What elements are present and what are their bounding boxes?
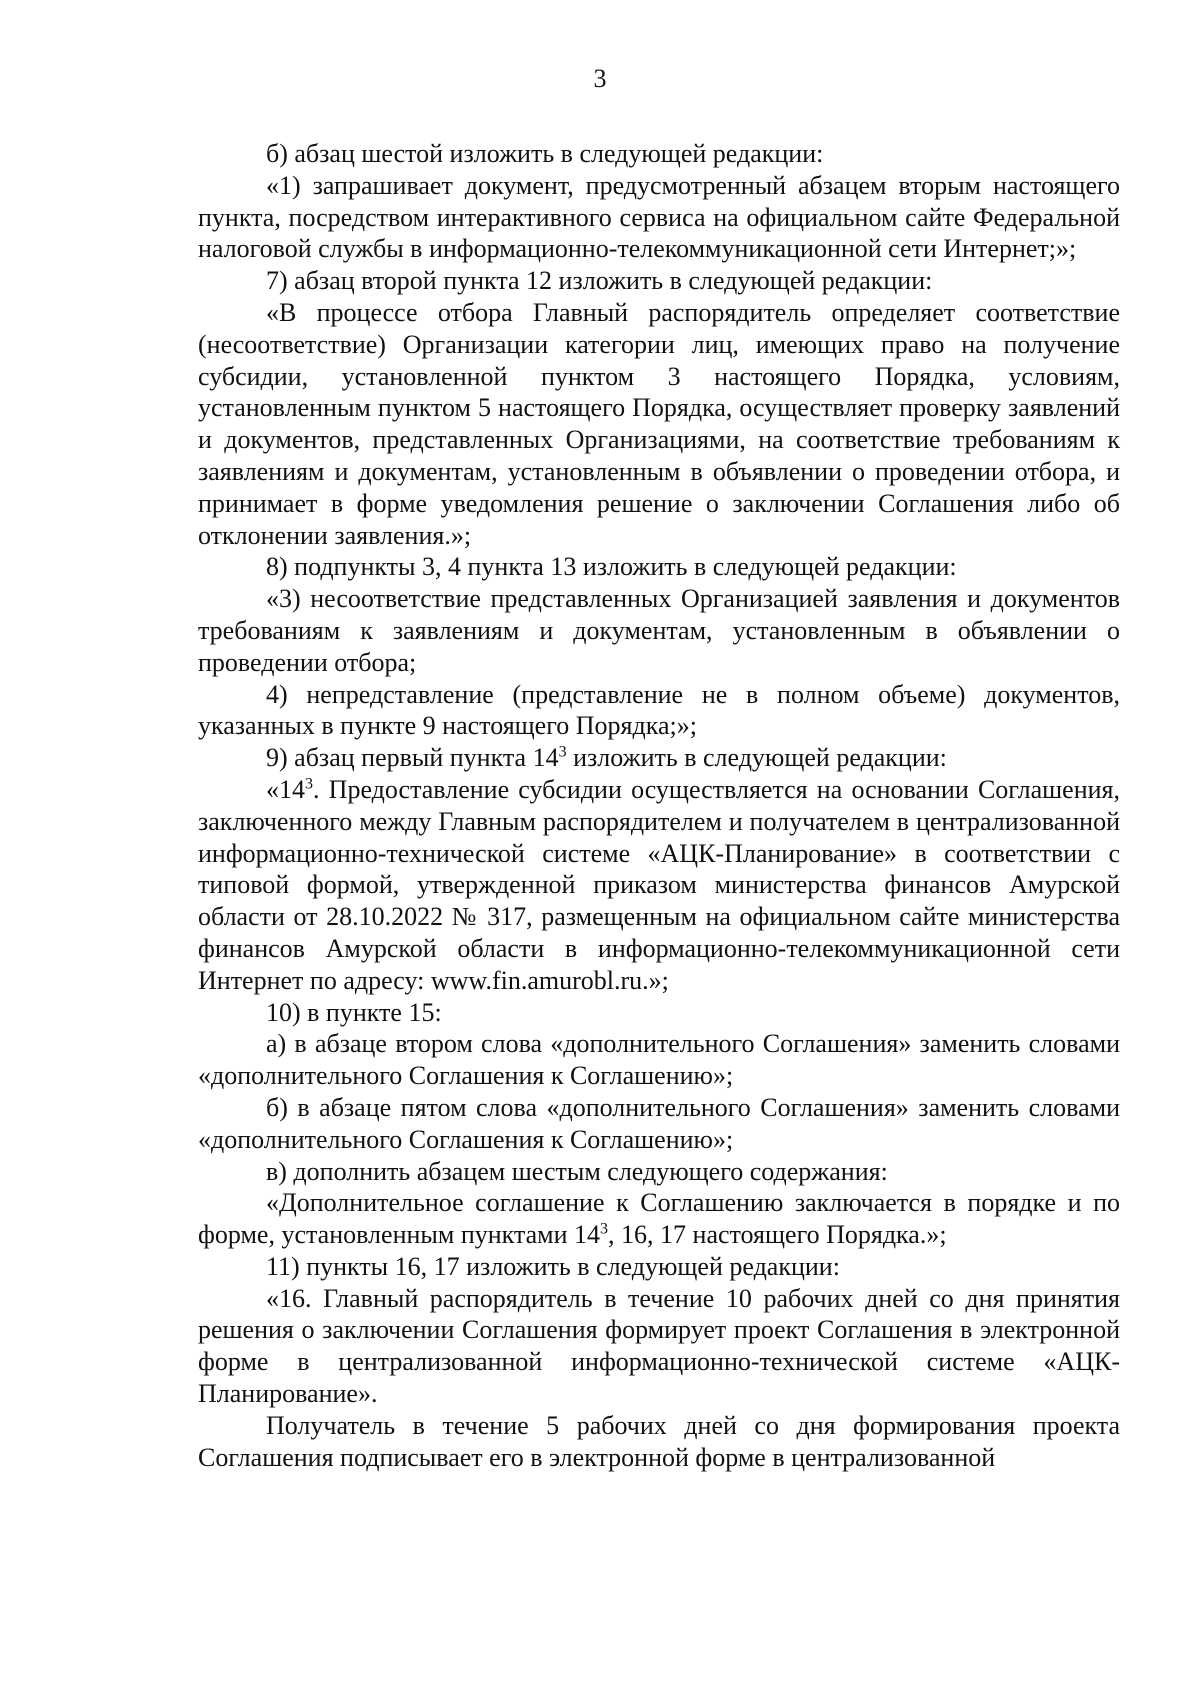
superscript: 3 (305, 775, 313, 793)
document-body (198, 138, 1120, 1473)
paragraph-text: «Дополнительное соглашение к Соглашению заключается в порядке и по форме, установленным пунктами 14 (198, 1188, 1120, 1250)
paragraph: «В процессе отбора Главный распорядитель определяет соответствие (несоответствие) Организации категории лиц, имеющих право на получение субсидии, установленной пунктом 3 настоящего Порядка, условиям, установленным пунктом 5 настоящего Порядка, осуществляет проверку заявлений и документов, представленных Организациями, на соответствие требованиям к заявлениям и документам, установленным в объявлении о проведении отбора, и принимает в форме уведомления решение о заключении Соглашения либо об отклонении заявления.»; (198, 297, 1120, 550)
paragraph: 7) абзац второй пункта 12 изложить в следующей редакции: (266, 266, 933, 296)
paragraph: 4) непредставление (представление не в полном объеме) документов, указанных в пункте 9 настоящего Порядка;»; (198, 679, 1120, 741)
paragraph-text: . Предоставление субсидии осуществляется на основании Соглашения, заключенного между Главным распорядителем и получателем в централизованной информационно-технической системе «АЦК-Планирование» в соответствии с типовой формой, утвержденной приказом министерства финансов Амурской области от 28.10.2022 № 317, размещенным на официальном сайте министерства финансов Амурской области в информационно-телекоммуникационной сети Интернет по адресу: www.fin.amurobl.ru.»; (198, 774, 1120, 995)
paragraph: «16. Главный распорядитель в течение 10 рабочих дней со дня принятия решения о заключении Соглашения формирует проект Соглашения в электронной форме в централизованной информационно-технической системе «АЦК-Планирование». (198, 1283, 1120, 1409)
paragraph (198, 742, 1120, 774)
paragraph: в) дополнить абзацем шестым следующего содержания: (266, 1156, 888, 1186)
paragraph-text: , 16, 17 настоящего Порядка.»; (608, 1220, 947, 1250)
paragraph: «1) запрашивает документ, предусмотренный абзацем вторым настоящего пункта, посредством интерактивного сервиса на официальном сайте Федеральной налоговой службы в информационно-телекоммуникационной сети Интернет;»; (198, 170, 1120, 264)
paragraph: «3) несоответствие представленных Организацией заявления и документов требованиям к заявлениям и документам, установленным в объявлении о проведении отбора; (198, 584, 1120, 677)
paragraph: б) в абзаце пятом слова «дополнительного Соглашения» заменить словами «дополнительного Соглашения к Соглашению»; (198, 1092, 1120, 1154)
paragraph: 10) в пункте 15: (266, 997, 442, 1027)
paragraph: 11) пункты 16, 17 изложить в следующей редакции: (266, 1251, 840, 1281)
paragraph: 8) подпункты 3, 4 пункта 13 изложить в следующей редакции: (266, 552, 957, 582)
paragraph: б) абзац шестой изложить в следующей редакции: (266, 139, 824, 168)
paragraph-text: «14 (266, 774, 305, 804)
paragraph: Получатель в течение 5 рабочих дней со дня формирования проекта Соглашения подписывает его в электронной форме в централизованной (198, 1410, 1120, 1472)
paragraph: а) в абзаце втором слова «дополнительного Соглашения» заменить словами «дополнительного Соглашения к Соглашению»; (198, 1029, 1120, 1091)
paragraph-text: изложить в следующей редакции: (566, 743, 947, 773)
paragraph (198, 774, 1120, 997)
page-number: 3 (593, 64, 607, 93)
superscript: 3 (558, 743, 567, 761)
superscript: 3 (600, 1220, 609, 1238)
paragraph-text: 9) абзац первый пункта 14 (266, 743, 559, 773)
paragraph (198, 1187, 1120, 1251)
